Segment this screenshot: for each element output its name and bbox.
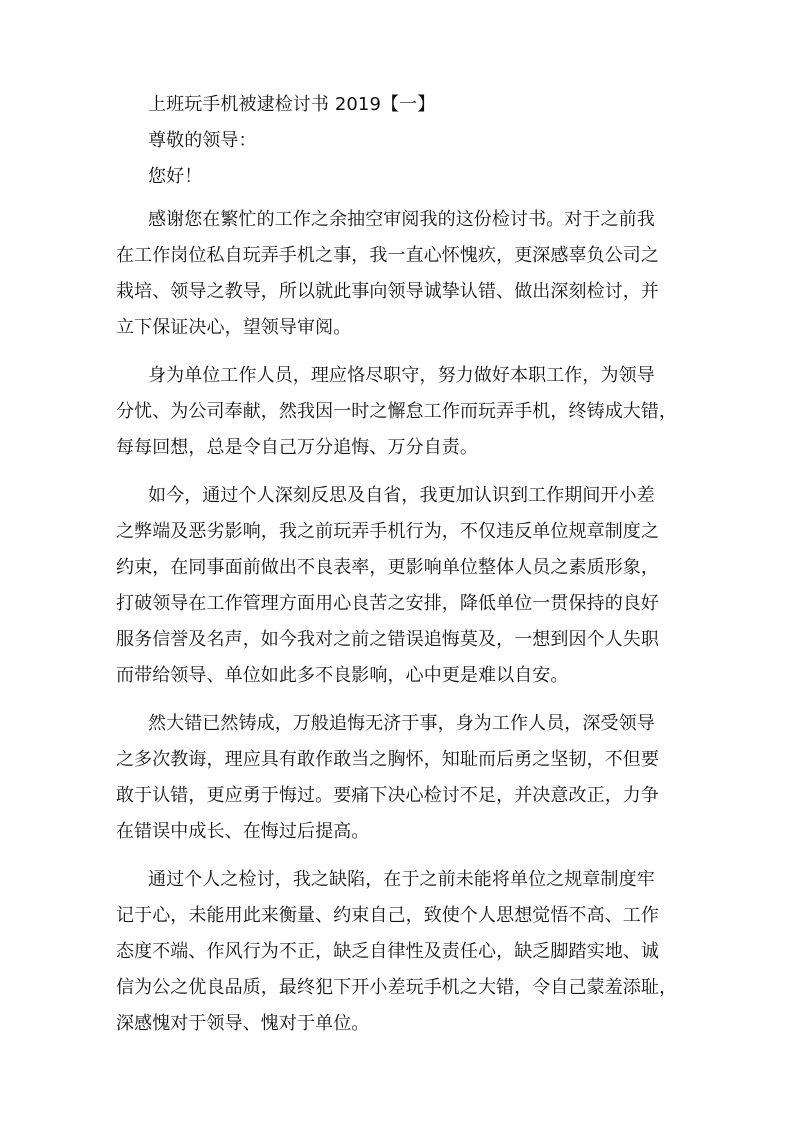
paragraph-line: 而带给领导、单位如此多不良影响，心中更是难以自安。	[116, 665, 569, 686]
paragraph-line: 打破领导在工作管理方面用心良苦之安排，降低单位一贯保持的良好	[116, 593, 659, 614]
paragraph-line: 约束，在同事面前做出不良表率，更影响单位整体人员之素质形象，	[116, 557, 659, 578]
paragraph-line: 感谢您在繁忙的工作之余抽空审阅我的这份检讨书。对于之前我	[148, 209, 655, 230]
paragraph-line: 态度不端、作风行为不正，缺乏自律性及责任心，缺乏脚踏实地、诚	[116, 941, 659, 962]
paragraph-line: 服务信誉及名声，如今我对之前之错误追悔莫及，一想到因个人失职	[116, 629, 659, 650]
paragraph-line: 如今，通过个人深刻反思及自省，我更加认识到工作期间开小差	[148, 485, 655, 506]
paragraph-line: 敢于认错，更应勇于悔过。要痛下决心检讨不足，并决意改正，力争	[116, 785, 659, 806]
paragraph-line: 信为公之优良品质，最终犯下开小差玩手机之大错，令自己蒙羞添耻，	[116, 977, 678, 998]
paragraph-line: 身为单位工作人员，理应恪尽职守，努力做好本职工作，为领导	[148, 365, 655, 386]
paragraph-1	[116, 202, 679, 346]
paragraph-line: 每每回想，总是令自己万分追悔、万分自责。	[116, 437, 478, 458]
paragraph-line: 通过个人之检讨，我之缺陷，在于之前未能将单位之规章制度牢	[148, 869, 655, 890]
paragraph-line: 然大错已然铸成，万般追悔无济于事，身为工作人员，深受领导	[148, 713, 655, 734]
paragraph-2	[116, 358, 679, 466]
paragraph-line: 在错误中成长、在悔过后提高。	[116, 821, 370, 842]
paragraph-line: 记于心，未能用此来衡量、约束自己，致使个人思想觉悟不高、工作	[116, 905, 659, 926]
paragraph-4	[116, 706, 679, 850]
document-title: 上班玩手机被逮检讨书 2019【一】	[148, 94, 436, 115]
document-body	[116, 92, 679, 1054]
paragraph-line: 栽培、领导之教导，所以就此事向领导诚挚认错、做出深刻检讨，并	[116, 281, 659, 302]
paragraph-line: 之弊端及恶劣影响，我之前玩弄手机行为，不仅违反单位规章制度之	[116, 521, 659, 542]
paragraph-line: 深感愧对于领导、愧对于单位。	[116, 1013, 370, 1034]
greeting: 您好！	[148, 166, 203, 187]
paragraph-5	[116, 862, 679, 1042]
salutation: 尊敬的领导：	[148, 130, 257, 151]
paragraph-line: 之多次教诲，理应具有敢作敢当之胸怀，知耻而后勇之坚韧，不但要	[116, 749, 659, 770]
paragraph-3	[116, 478, 679, 694]
paragraph-line: 分忧、为公司奉献，然我因一时之懈怠工作而玩弄手机，终铸成大错，	[116, 401, 678, 422]
paragraph-line: 在工作岗位私自玩弄手机之事，我一直心怀愧疚，更深感辜负公司之	[116, 245, 659, 266]
paragraph-line: 立下保证决心，望领导审阅。	[116, 317, 352, 338]
